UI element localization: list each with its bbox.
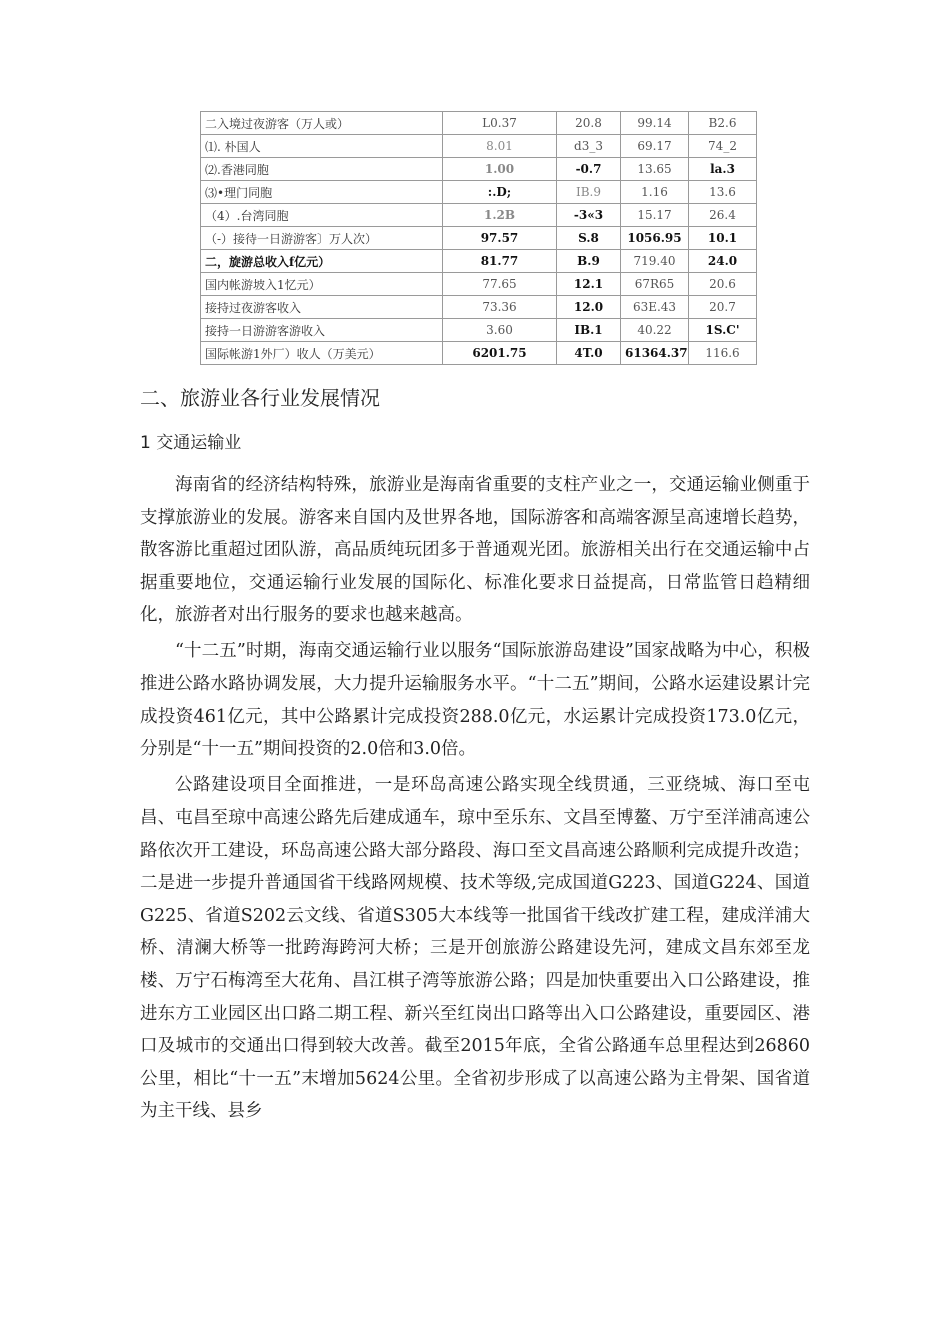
row-label: 二入境过夜游客（万人或） (201, 112, 443, 135)
cell-value: 13.6 (689, 181, 757, 204)
table-row (201, 250, 757, 273)
table-row (201, 181, 757, 204)
cell-value: 4T.0 (557, 342, 621, 365)
cell-value: :.D; (443, 181, 557, 204)
cell-value: 20.6 (689, 273, 757, 296)
subsection-heading: 1 交通运输业 (140, 433, 242, 453)
cell-value: 116.6 (689, 342, 757, 365)
row-label: （4）.台湾同胞 (201, 204, 443, 227)
cell-value: IB.1 (557, 319, 621, 342)
cell-value: 26.4 (689, 204, 757, 227)
paragraph: 海南省的经济结构特殊，旅游业是海南省重要的支柱产业之一，交通运输业侧重于支撑旅游业的发展。游客来自国内及世界各地，国际游客和高端客源呈高速增长趋势，散客游比重超过团队游，高品质纯玩团多于普通观光团。旅游相关出行在交通运输中占据重要地位，交通运输行业发展的国际化、标准化要求日益提高，日常监管日趋精细化，旅游者对出行服务的要求也越来越高。 (140, 475, 810, 626)
cell-value: L0.37 (443, 112, 557, 135)
cell-value: S.8 (557, 227, 621, 250)
cell-value: 63E.43 (621, 296, 689, 319)
section-heading: 二、旅游业各行业发展情况 (140, 386, 380, 410)
table-row (201, 135, 757, 158)
cell-value: 12.1 (557, 273, 621, 296)
cell-value: 13.65 (621, 158, 689, 181)
row-label: 接持一日游游客游收入 (201, 319, 443, 342)
table-row (201, 296, 757, 319)
table-row (201, 342, 757, 365)
cell-value: B.9 (557, 250, 621, 273)
cell-value: 1.2B (443, 204, 557, 227)
cell-value: IB.9 (557, 181, 621, 204)
cell-value: 20.8 (557, 112, 621, 135)
row-label: 国内帐游坡入1忆元） (201, 273, 443, 296)
cell-value: 81.77 (443, 250, 557, 273)
row-label: 二，旋游总收入f亿元） (201, 250, 443, 273)
cell-value: 6201.75 (443, 342, 557, 365)
cell-value: -0.7 (557, 158, 621, 181)
cell-value: 40.22 (621, 319, 689, 342)
cell-value: -3«3 (557, 204, 621, 227)
cell-value: 69.17 (621, 135, 689, 158)
cell-value: 3.60 (443, 319, 557, 342)
row-label: 国际帐游1外厂）收人（万美元） (201, 342, 443, 365)
table-row (201, 204, 757, 227)
cell-value: 719.40 (621, 250, 689, 273)
cell-value: 73.36 (443, 296, 557, 319)
body-text (140, 469, 810, 1131)
cell-value: la.3 (689, 158, 757, 181)
row-label: ⑴. 朴国人 (201, 135, 443, 158)
cell-value: 8.01 (443, 135, 557, 158)
paragraph: 公路建设项目全面推进，一是环岛高速公路实现全线贯通，三亚绕城、海口至屯昌、屯昌至琼中高速公路先后建成通车，琼中至乐东、文昌至博鳌、万宁至洋浦高速公路依次开工建设，环岛高速公路大部分路段、海口至文昌高速公路顺利完成提升改造；二是进一步提升普通国省干线路网规模、技术等级,完成国道G223、国道G224、国道G225、省道S202云文线、省道S305大本线等一批国省干线改扩建工程，建成洋浦大桥、清澜大桥等一批跨海跨河大桥；三是开创旅游公路建设先河，建成文昌东郊至龙楼、万宁石梅湾至大花角、昌江棋子湾等旅游公路；四是加快重要出入口公路建设，推进东方工业园区出口路二期工程、新兴至红岗出口路等出入口公路建设，重要园区、港口及城市的交通出口得到较大改善。截至2015年底，全省公路通车总里程达到26860公里，相比“十一五”末增加5624公里。全省初步形成了以高速公路为主骨架、国省道为主干线、县乡 (140, 775, 810, 1122)
cell-value: 67R65 (621, 273, 689, 296)
cell-value: 10.1 (689, 227, 757, 250)
paragraph: “十二五”时期，海南交通运输行业以服务“国际旅游岛建设”国家战略为中心，积极推进公路水路协调发展，大力提升运输服务水平。“十二五”期间，公路水运建设累计完成投资461亿元，其中公路累计完成投资288.0亿元，水运累计完成投资173.0亿元，分别是“十一五”期间投资的2.0倍和3.0倍。 (140, 641, 810, 760)
row-label: （-）接待一日游游客〕万人次） (201, 227, 443, 250)
cell-value: d3_3 (557, 135, 621, 158)
cell-value: 77.65 (443, 273, 557, 296)
cell-value: 99.14 (621, 112, 689, 135)
cell-value: 1.16 (621, 181, 689, 204)
table-row (201, 273, 757, 296)
row-label: ⑵.香港同胞 (201, 158, 443, 181)
row-label: ⑶•理门同胞 (201, 181, 443, 204)
cell-value: 12.0 (557, 296, 621, 319)
cell-value: 20.7 (689, 296, 757, 319)
cell-value: 1.00 (443, 158, 557, 181)
row-label: 接持过夜游客收入 (201, 296, 443, 319)
cell-value: 74_2 (689, 135, 757, 158)
cell-value: 15.17 (621, 204, 689, 227)
table-row (201, 227, 757, 250)
cell-value: 1056.95 (621, 227, 689, 250)
cell-value: B2.6 (689, 112, 757, 135)
tourism-statistics-table (200, 111, 757, 365)
table-row (201, 112, 757, 135)
cell-value: 61364.37 (621, 342, 689, 365)
cell-value: 24.0 (689, 250, 757, 273)
cell-value: 1S.C' (689, 319, 757, 342)
cell-value: 97.57 (443, 227, 557, 250)
table-row (201, 158, 757, 181)
table-row (201, 319, 757, 342)
